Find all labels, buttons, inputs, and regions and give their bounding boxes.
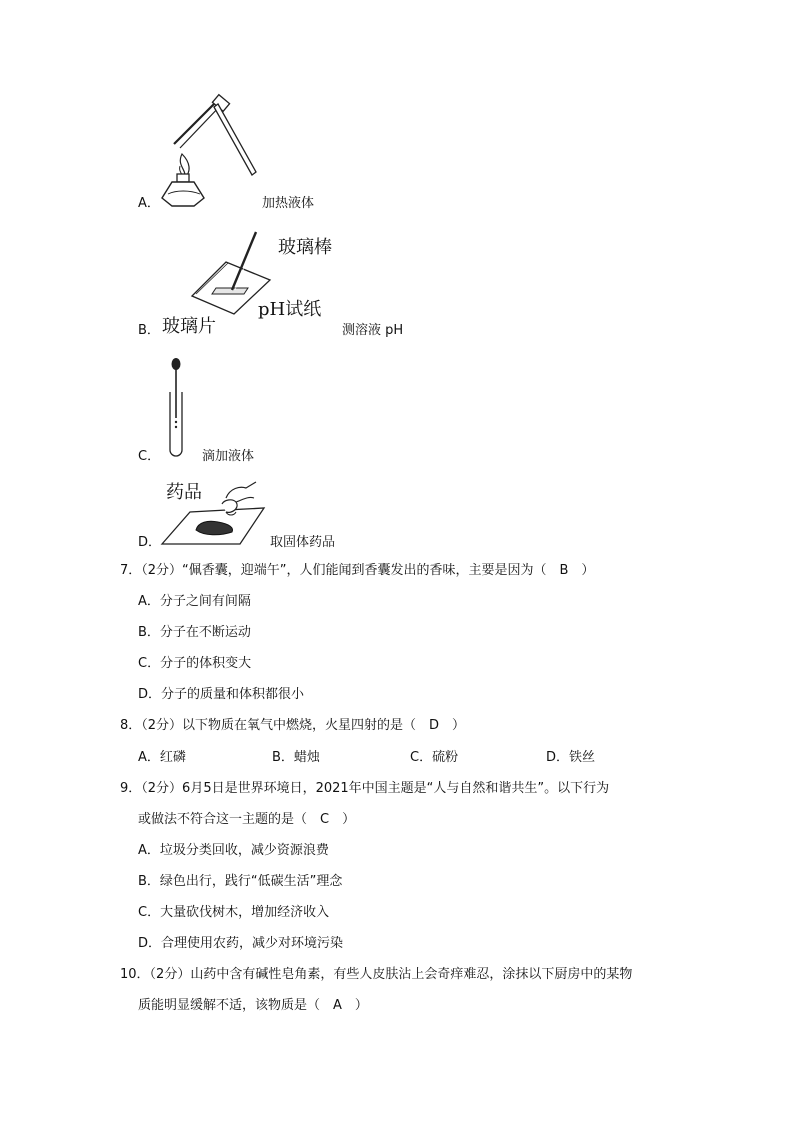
q10-stem-line2: 质能明显缓解不适，该物质是（ A ）: [138, 998, 368, 1013]
option-c-caption: 滴加液体: [202, 449, 255, 464]
dropping-liquid-figure: [164, 356, 188, 462]
option-d-letter: D．: [138, 535, 162, 550]
q9-stem-line1: 9．（2分）6月5日是世界环境日，2021年中国主题是“人与自然和谐共生”。以下行为: [120, 781, 610, 796]
q8-option-c: C．硫粉: [410, 750, 459, 765]
q8-stem: 8．（2分）以下物质在氧气中燃烧，火星四射的是（ D ）: [120, 718, 466, 733]
heating-liquid-figure: [160, 94, 270, 210]
q10-stem-line1: 10．（2分）山药中含有碱性皂角素，有些人皮肤沾上会奇痒难忍，涂抹以下厨房中的某物: [120, 967, 633, 982]
option-d-caption: 取固体药品: [270, 535, 336, 550]
q9-option-b: B．绿色出行，践行“低碳生活”理念: [138, 874, 343, 889]
ph-paper-label: pH试纸: [258, 299, 322, 320]
q7-option-a: A．分子之间有间隔: [138, 594, 251, 609]
option-b-letter: B．: [138, 323, 160, 338]
option-a-letter: A．: [138, 196, 160, 211]
q9-option-d: D．合理使用农药，减少对环境污染: [138, 936, 344, 951]
q8-option-a: A．红磷: [138, 750, 186, 765]
q9-option-c: C．大量砍伐树木，增加经济收入: [138, 905, 330, 920]
q9-option-a: A．垃圾分类回收，减少资源浪费: [138, 843, 329, 858]
q7-stem: 7．（2分）“佩香囊，迎端午”，人们能闻到香囊发出的香味，主要是因为（ B ）: [120, 563, 595, 578]
q9-stem-line2: 或做法不符合这一主题的是（ C ）: [138, 812, 356, 827]
measure-ph-figure: [178, 226, 270, 318]
q8-option-b: B．蜡烛: [272, 750, 320, 765]
option-a-caption: 加热液体: [262, 196, 315, 211]
option-b-caption: 测溶液 pH: [342, 323, 404, 338]
glass-plate-label: 玻璃片: [162, 316, 216, 337]
drug-label: 药品: [166, 482, 202, 503]
q8-option-d: D．铁丝: [546, 750, 596, 765]
option-c-letter: C．: [138, 449, 161, 464]
glass-rod-label: 玻璃棒: [278, 237, 332, 258]
q7-option-b: B．分子在不断运动: [138, 625, 251, 640]
q7-option-c: C．分子的体积变大: [138, 656, 252, 671]
q7-option-d: D．分子的质量和体积都很小: [138, 687, 305, 702]
